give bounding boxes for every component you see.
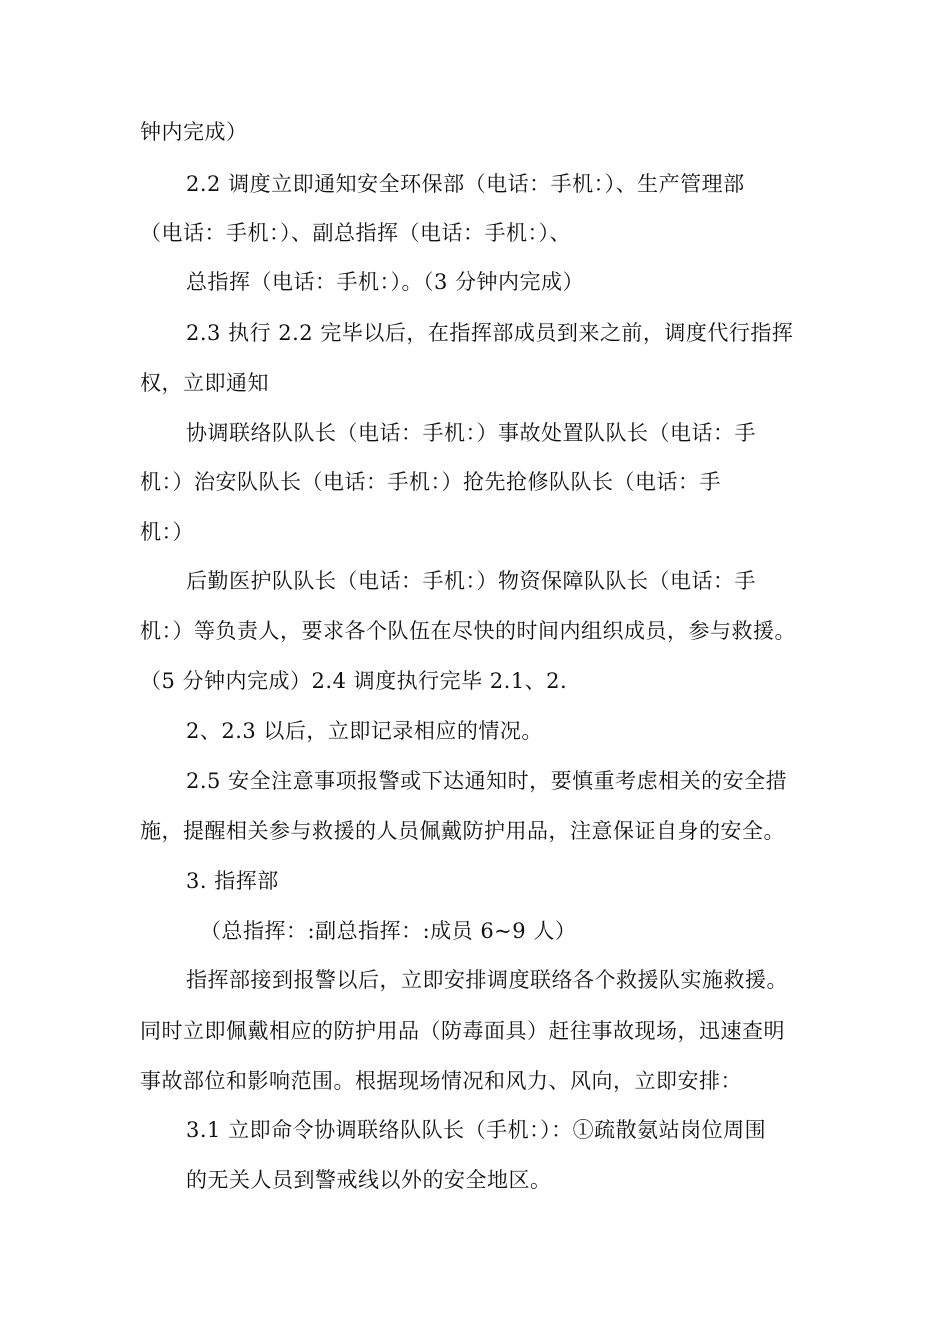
text-line: 2.2 调度立即通知安全环保部（电话：手机：）、生产管理部 [186, 172, 745, 196]
section-heading: 3. 指挥部 [186, 869, 279, 893]
text-line: 机：）等负责人，要求各个队伍在尽快的时间内组织成员，参与救援。 [140, 619, 796, 643]
text-line: 2.5 安全注意事项报警或下达通知时，要慎重考虑相关的安全措 [186, 769, 788, 793]
text-line: 后勤医护队队长（电话：手机：）物资保障队队长（电话：手 [186, 569, 756, 593]
text-line: 事故部位和影响范围。根据现场情况和风力、风向，立即安排： [140, 1069, 742, 1093]
text-line: 指挥部接到报警以后，立即安排调度联络各个救援队实施救援。 [186, 968, 788, 992]
text-line: 权，立即通知 [140, 371, 269, 395]
text-line: 2、2.3 以后，立即记录相应的情况。 [186, 719, 543, 743]
text-line: 协调联络队队长（电话：手机：）事故处置队队长（电话：手 [186, 421, 756, 445]
text-line: 机：） [140, 520, 194, 544]
text-line: 机：）治安队队长（电话：手机：）抢先抢修队队长（电话：手 [140, 470, 721, 494]
text-line: 总指挥（电话：手机：）。（3 分钟内完成） [186, 270, 585, 294]
text-line: （5 分钟内完成）2.4 调度执行完毕 2.1、2. [140, 669, 568, 693]
text-line: 的无关人员到警戒线以外的安全地区。 [186, 1168, 552, 1192]
text-line: 3.1 立即命令协调联络队队长（手机：）：①疏散氨站岗位周围 [186, 1118, 767, 1142]
text-line: 钟内完成） [140, 120, 248, 144]
text-line: 同时立即佩戴相应的防护用品（防毒面具）赶往事故现场，迅速查明 [140, 1019, 785, 1043]
text-line: 2.3 执行 2.2 完毕以后，在指挥部成员到来之前，调度代行指挥 [186, 321, 794, 345]
text-line: （总指挥：:副总指挥：:成员 6~9 人） [200, 919, 577, 943]
text-line: 施，提醒相关参与救援的人员佩戴防护用品，注意保证自身的安全。 [140, 819, 785, 843]
text-line: （电话：手机：）、副总指挥（电话：手机：）、 [140, 221, 571, 245]
